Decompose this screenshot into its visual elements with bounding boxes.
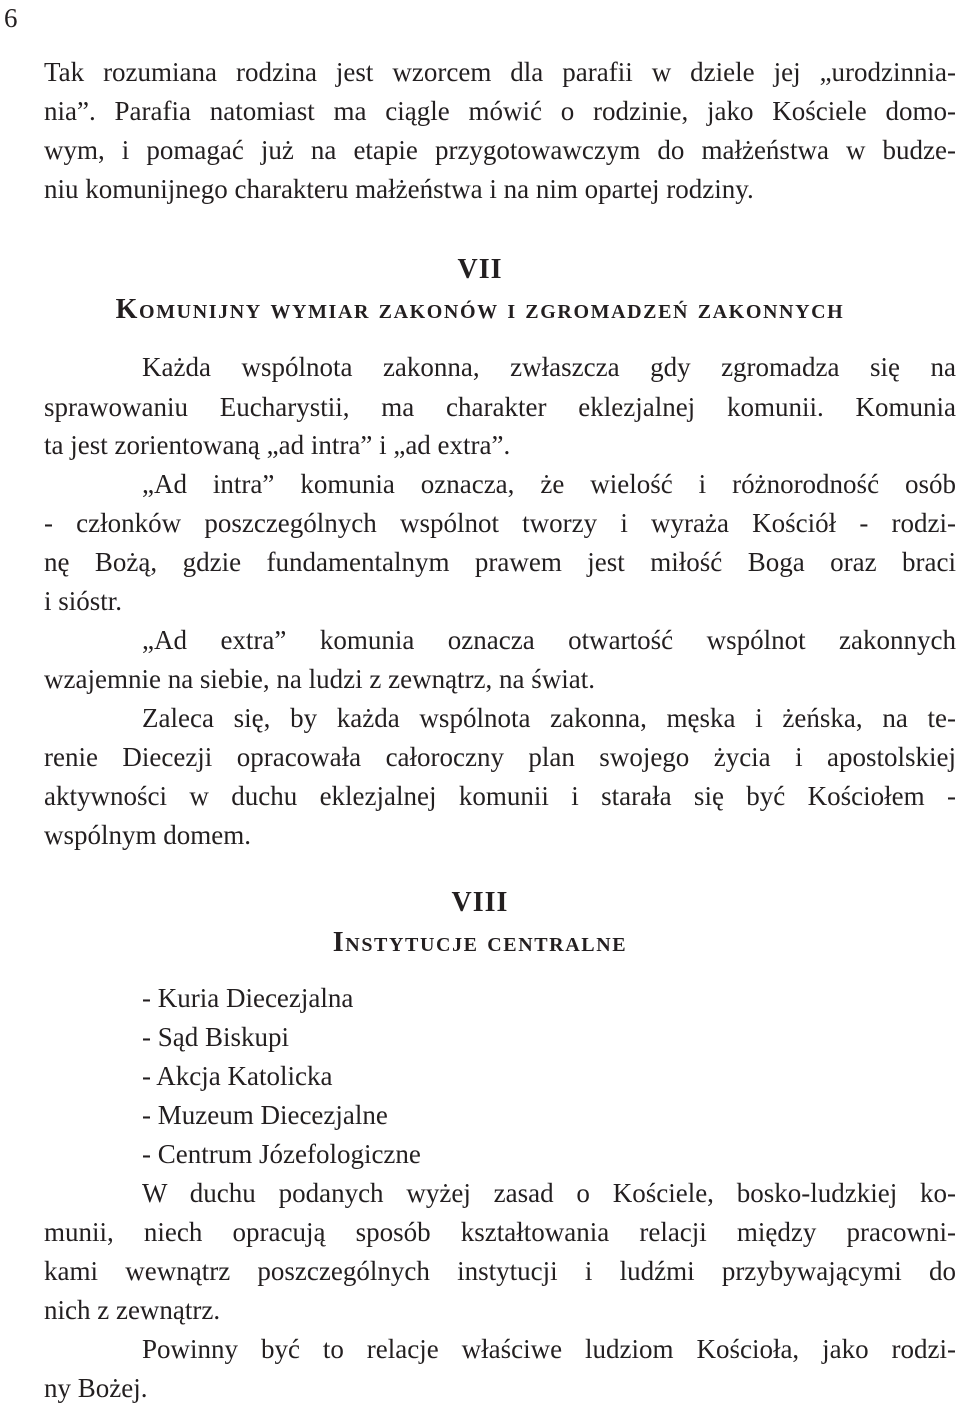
section-vii-title: Komunijny wymiar zakonów i zgromadzeń zakonnych xyxy=(115,294,845,325)
intro-line: nia”. Parafia natomiast ma ciągle mówić o rodzinie, jako Kościele domo- xyxy=(44,96,956,126)
text-line: renie Diecezji opracowała całoroczny plan swojego życia i apostolskiej xyxy=(44,742,956,772)
text-line: Zaleca się, by każda wspólnota zakonna, męska i żeńska, na te- xyxy=(142,703,956,733)
text-line: W duchu podanych wyżej zasad o Kościele, bosko-ludzkiej ko- xyxy=(142,1178,956,1208)
list-item: - Akcja Katolicka xyxy=(142,1061,333,1091)
page-number: 6 xyxy=(4,3,18,33)
intro-line: Tak rozumiana rodzina jest wzorcem dla parafii w dziele jej „urodzinnia- xyxy=(44,57,956,87)
text-line: Powinny być to relacje właściwe ludziom Kościoła, jako rodzi- xyxy=(142,1334,956,1364)
text-line: wspólnym domem. xyxy=(44,820,251,850)
section-viii-title: Instytucje centralne xyxy=(332,927,628,958)
text-line: ta jest zorientowaną „ad intra” i „ad extra”. xyxy=(44,430,511,460)
text-line: ny Bożej. xyxy=(44,1373,148,1403)
list-item: - Muzeum Diecezjalne xyxy=(142,1100,388,1130)
text-line: sprawowaniu Eucharystii, ma charakter eklezjalnej komunii. Komunia xyxy=(44,392,956,422)
text-line: Każda wspólnota zakonna, zwłaszcza gdy zgromadza się na xyxy=(142,352,956,382)
text-line: aktywności w duchu eklezjalnej komunii i starała się być Kościołem - xyxy=(44,781,956,811)
section-viii-number: VIII xyxy=(451,887,509,918)
text-line: kami wewnątrz poszczególnych instytucji i ludźmi przybywającymi do xyxy=(44,1256,956,1286)
section-vii-number: VII xyxy=(457,254,503,285)
text-line: nę Bożą, gdzie fundamentalnym prawem jest miłość Boga oraz braci xyxy=(44,547,956,577)
text-line: nich z zewnątrz. xyxy=(44,1295,221,1325)
list-item: - Kuria Diecezjalna xyxy=(142,983,354,1013)
intro-line: wym, i pomagać już na etapie przygotowawczym do małżeństwa w budze- xyxy=(44,135,956,165)
intro-line: niu komunijnego charakteru małżeństwa i na nim opartej rodziny. xyxy=(44,174,754,204)
list-item: - Centrum Józefologiczne xyxy=(142,1139,421,1169)
text-line: „Ad extra” komunia oznacza otwartość wspólnot zakonnych xyxy=(142,625,956,655)
text-line: wzajemnie na siebie, na ludzi z zewnątrz, na świat. xyxy=(44,664,596,694)
list-item: - Sąd Biskupi xyxy=(142,1022,290,1052)
text-line: „Ad intra” komunia oznacza, że wielość i różnorodność osób xyxy=(142,469,956,499)
text-line: munii, niech opracują sposób kształtowania relacji między pracowni- xyxy=(44,1217,956,1247)
text-line: i sióstr. xyxy=(44,586,123,616)
text-line: - członków poszczególnych wspólnot tworzy i wyraża Kościół - rodzi- xyxy=(44,508,956,538)
